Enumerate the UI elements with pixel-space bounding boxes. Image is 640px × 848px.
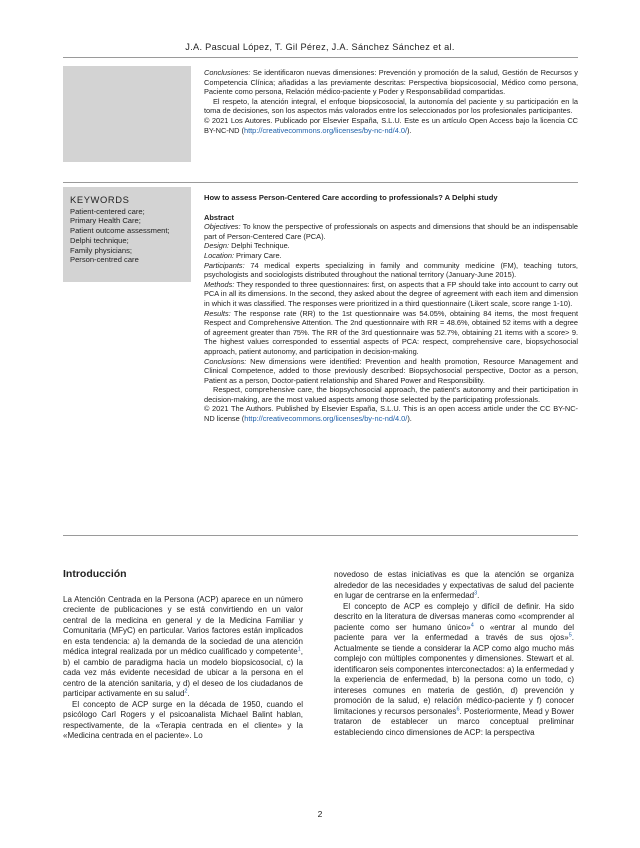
conclusiones-text: Se identificaron nuevas dimensiones: Prevención y promoción de la salud, Gestión de Recursos y Competencia Clínica; añadidas a las previamente descritas: Perspectiva biopsicosocial, Médico como persona, Paciente como persona, Relación médico-paciente y Poder y Responsabilidad compartidas. <box>204 68 578 97</box>
spanish-abstract-divider <box>63 182 578 183</box>
english-title: How to assess Person-Centered Care according to professionals? A Delphi study <box>204 193 498 202</box>
right-column <box>334 570 574 738</box>
results-paragraph <box>204 309 578 357</box>
text-run: , b) el cambio de paradigma hacia un modelo biopsicosocial, c) la cada vez más evidente necesidad de ubicar a la persona en el centro de la atención sanitaria, y d) el deseo de los ciudadanos de participar activamente en su salud <box>63 647 303 698</box>
intro-paragraph-1 <box>63 595 303 700</box>
section-heading: Introducción <box>63 568 127 580</box>
license-link[interactable]: http://creativecommons.org/licenses/by-nc-nd/4.0/ <box>243 125 408 135</box>
english-abstract-divider <box>63 535 578 536</box>
intro-paragraph-3 <box>334 570 574 602</box>
keyword-item: Person-centred care <box>70 255 139 265</box>
license-link[interactable]: http://creativecommons.org/licenses/by-nc-nd/4.0/ <box>244 414 408 424</box>
keyword-item: Patient-centered care; <box>70 206 145 216</box>
reference-link[interactable]: 3 <box>474 590 478 597</box>
design-paragraph <box>204 241 578 251</box>
design-text: Delphi Technique. <box>229 241 290 251</box>
conclusiones-label: Conclusiones: <box>204 68 251 77</box>
conclusions-label: Conclusions: <box>204 356 247 366</box>
participants-text: 74 medical experts specializing in family and community medicine (FM), teaching tutors, psychologists and sociologists distributed throughout the national territory (January-June 2015). <box>204 260 578 280</box>
text-run: La Atención Centrada en la Persona (ACP) aparece en un número creciente de publicaciones y se está convirtiendo en un valor central de la medicina en general y de la Medicina Familiar y Comunitaria (MFyC) en particular. Varios factores están implicados en esta tendencia: a) la demanda de la sociedad de una atención médica integral realizada por un médico cualificado y competente <box>63 594 303 656</box>
spanish-abstract <box>204 68 578 135</box>
results-label: Results: <box>204 308 231 318</box>
results-text: The response rate (RR) to the 1st questionnaire was 54.05%, obtaining 84 items, the most frequent Respect and Comprehensive Attention. The 2nd questionnaire with RR = 48.6%, obtained 52 items with a degree of agreement greater than 75%. The RR of the 3rd questionnaire was 52.7%, obtaining 21 items with a score> 9. The highest values corresponded to essential aspects of PCA: respect, comprehensive care, biopsychosocial approach, patient autonomy, and participation in decision-making. <box>204 308 578 356</box>
text-run: . <box>187 689 190 698</box>
conclusions-paragraph <box>204 357 578 386</box>
conclusiones-paragraph <box>204 68 578 97</box>
objectives-text: To know the perspective of professionals on aspects and dimensions that should be an indispensable part of Person-Centered Care (PCA). <box>204 222 578 241</box>
abstract-label: Abstract <box>204 212 234 222</box>
english-abstract <box>204 193 578 424</box>
text-run: o «entrar al mundo del paciente para ver la enfermedad a través de sus ojos» <box>334 622 575 642</box>
text-run: . Posteriormente, Mead y Bower trataron de establecer un marco conceptual preliminar estableciendo cinco dimensiones de ACP: la perspectiva <box>334 706 574 737</box>
methods-text: They responded to three questionnaires: first, on aspects that a FP should take into account to carry out PCA in all its dimensions. In the second, they asked about the degree of agreement with each item and dimension in which it was classified. The responses were prioritized in a third questionnaire (Likert scale, score range 1-10). <box>204 279 578 308</box>
design-label: Design: <box>204 241 230 251</box>
reference-link[interactable]: 5 <box>568 632 572 639</box>
copyright-end: ). <box>407 125 412 135</box>
keywords-title: KEYWORDS <box>70 194 130 205</box>
location-label: Location: <box>204 250 234 260</box>
reference-link[interactable]: 4 <box>470 621 474 628</box>
objectives-paragraph <box>204 222 578 241</box>
running-head: J.A. Pascual López, T. Gil Pérez, J.A. Sánchez Sánchez et al. <box>185 42 455 52</box>
conclusions-text: New dimensions were identified: Prevention and health promotion, Resource Management and Clinical Competence, added to those previously described: Biopsychosocial perspective, Doctor as a person, Patient as a person, Doctor-patient relationship and Shared Power and Responsibility. <box>204 356 578 385</box>
intro-paragraph-2: El concepto de ACP surge en la década de 1950, cuando el psicólogo Carl Rogers y el psicoanalista Michael Balint hablan, respectivamente, de la «Terapia centrada en el cliente» y la «Medicina centrada en el paciente». Lo <box>63 699 303 740</box>
copyright-text: © 2021 The Authors. Published by Elsevier España, S.L.U. This is an open access article under the CC BY-NC-ND license ( <box>204 404 578 424</box>
reference-link[interactable]: 1 <box>297 646 301 653</box>
text-run: . Actualmente se tiende a considerar la ACP como algo mucho más complejo con múltiples componentes y dimensiones. Stewart et al. identificaron seis componentes interconectados: a) la enfermedad y la experiencia de enfermedad, b) la persona como un todo, c) intereses comunes en materia de gestión, d) prevención y promoción de la salud, e) relación médico-paciente y f) conocer limitaciones y recursos personales <box>334 633 574 716</box>
page-number: 2 <box>317 809 323 819</box>
keywords-panel <box>70 195 188 265</box>
header-divider <box>63 57 578 58</box>
methods-label: Methods: <box>204 279 235 289</box>
participants-label: Participants: <box>204 260 245 270</box>
location-text: Primary Care. <box>234 250 282 260</box>
keyword-item: Family physicians; <box>70 245 133 255</box>
english-copyright <box>204 404 578 423</box>
keyword-item: Delphi technique; <box>70 235 129 245</box>
left-column <box>63 569 303 742</box>
text-run: novedoso de estas iniciativas es que la atención se organiza alrededor de las necesidades y expectativas de salud del paciente en lugar de centrarse en la enfermedad <box>334 570 574 600</box>
objectives-label: Objectives: <box>204 222 241 232</box>
copyright-end: ). <box>407 414 412 424</box>
location-paragraph <box>204 251 578 261</box>
methods-paragraph <box>204 280 578 309</box>
keyword-item: Primary Health Care; <box>70 216 141 226</box>
reference-link[interactable]: 2 <box>184 688 188 695</box>
side-box-top <box>63 66 191 162</box>
text-run: . <box>477 591 480 600</box>
reference-link[interactable]: 6 <box>456 705 460 712</box>
keyword-item: Patient outcome assessment; <box>70 226 170 236</box>
spanish-para2: El respeto, la atención integral, el enfoque biopsicosocial, la autonomía del paciente y su participación en la toma de decisiones, son los aspectos más valorados entre los seleccionados por los profesionales participantes. <box>204 96 578 116</box>
intro-paragraph-4 <box>334 602 574 739</box>
text-run: El concepto de ACP es complejo y difícil de definir. Ha sido descrito en la literatura de diversas maneras como «comprender al paciente como ser humano único» <box>334 601 574 632</box>
spanish-copyright <box>204 116 578 135</box>
english-para2: Respect, comprehensive care, the biopsychosocial approach, the patient's autonomy and their participation in decision-making, are the most valued aspects among those selected by the participating professionals. <box>204 385 578 404</box>
participants-paragraph <box>204 261 578 280</box>
copyright-text: © 2021 Los Autores. Publicado por Elsevier España, S.L.U. Este es un artículo Open Access bajo la licencia CC BY-NC-ND ( <box>204 115 578 135</box>
